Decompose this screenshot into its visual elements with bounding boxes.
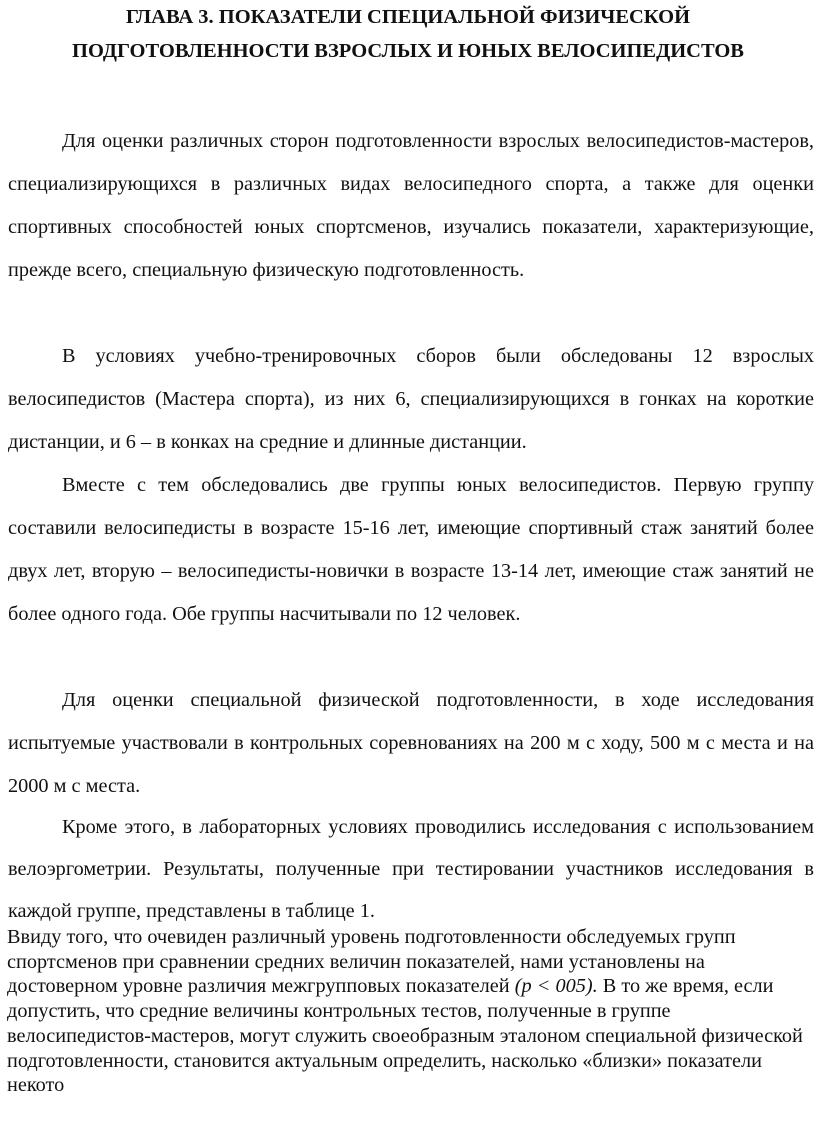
paragraph-6 — [7, 925, 815, 1098]
chapter-title-line-1: ГЛАВА 3. ПОКАЗАТЕЛИ СПЕЦИАЛЬНОЙ ФИЗИЧЕСКОЙ — [125, 6, 691, 28]
paragraph-1: Для оценки различных сторон подготовленности взрослых велосипедистов-мастеров, специализирующихся в различных видах велосипедного спорта, а также для оценки спортивных способностей юных спортсменов, изучались показатели, характеризующие, прежде всего, специальную физическую подготовленность. — [8, 130, 814, 281]
paragraph-2: В условиях учебно-тренировочных сборов были обследованы 12 взрослых велосипедистов (Мастера спорта), из них 6, специализирующихся в гонках на короткие дистанции, и 6 – в конках на средние и длинные дистанции. — [8, 345, 814, 453]
significance-level: (р < 005). — [514, 975, 598, 998]
paragraph-6-text-start: Ввиду того, что очевиден различный уровень подготовленности обследуемых групп спортсменов при сравнении средних величин показателей, нами установлены на достоверном уровне различия межгрупповых показателей — [7, 926, 736, 998]
paragraph-3: Вместе с тем обследовались две группы юных велосипедистов. Первую группу составили велосипедисты в возрасте 15-16 лет, имеющие спортивный стаж занятий более двух лет, вторую – велосипедисты-новички в возрасте 13-14 лет, имеющие стаж занятий не более одного года. Обе группы насчитывали по 12 человек. — [8, 474, 814, 625]
chapter-title-line-2: ПОДГОТОВЛЕННОСТИ ВЗРОСЛЫХ И ЮНЫХ ВЕЛОСИПЕДИСТОВ — [72, 40, 744, 62]
paragraph-4: Для оценки специальной физической подготовленности, в ходе исследования испытуемые участвовали в контрольных соревнованиях на 200 м с ходу, 500 м с места и на 2000 м с места. — [8, 689, 814, 797]
paragraph-5: Кроме этого, в лабораторных условиях проводились исследования с использованием велоэргометрии. Результаты, полученные при тестировании участников исследования в каждой группе, представлены в таблице 1. — [8, 816, 814, 922]
paragraph-6-text-end: В то же время, если допустить, что средние величины контрольных тестов, полученные в группе велосипедистов-мастеров, могут служить своеобразным эталоном специальной физической подготовленности, становится актуальным определить, насколько «близки» показатели некото — [7, 975, 803, 1097]
